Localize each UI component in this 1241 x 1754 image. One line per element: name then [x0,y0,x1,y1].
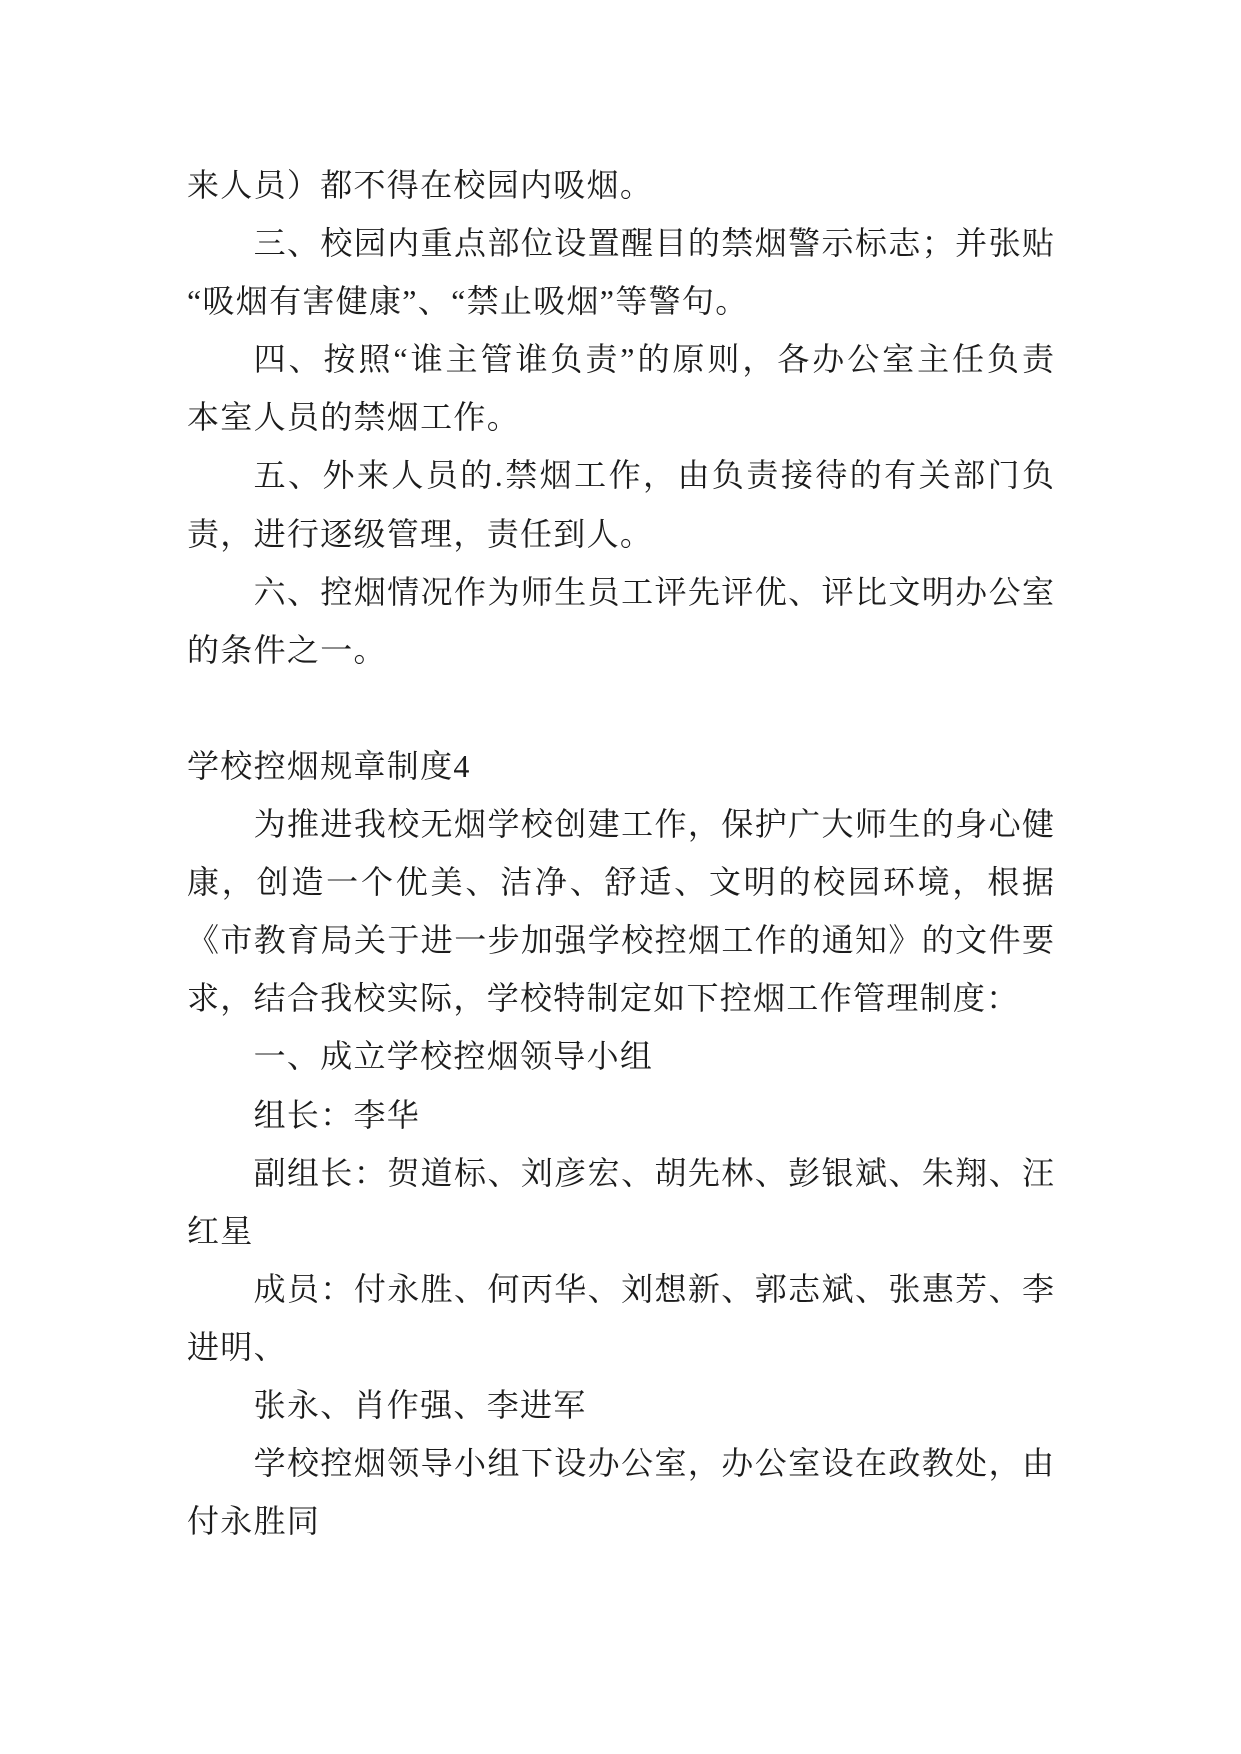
text-line: 五、外来人员的.禁烟工作，由负责接待的有关部门负 [253,457,1054,494]
text-line: 责，进行逐级管理，责任到人。 [187,515,654,552]
text-line: 四、按照“谁主管谁负责”的原则，各办公室主任负责 [253,341,1054,378]
text-line: 六、控烟情况作为师生员工评先评优、评比文明办公室 [253,573,1054,610]
text-line: 成员：付永胜、何丙华、刘想新、郭志斌、张惠芳、李 [253,1270,1054,1307]
text-line: 三、校园内重点部位设置醒目的禁烟警示标志；并张贴 [253,225,1054,262]
text-line: 进明、 [187,1328,287,1365]
text-line: 学校控烟领导小组下设办公室，办公室设在政教处，由 [253,1445,1054,1482]
text-line: 来人员）都不得在校园内吸烟。 [187,167,654,203]
text-line: 的条件之一。 [187,631,387,668]
text-line: “吸烟有害健康”、“禁止吸烟”等警句。 [187,283,749,320]
text-line: 组长：李华 [253,1096,421,1133]
text-line: 红星 [187,1212,254,1249]
paragraph-spacer [187,679,1054,737]
section-title: 学校控烟规章制度4 [187,747,471,784]
text-line: 副组长：贺道标、刘彦宏、胡先林、彭银斌、朱翔、汪 [253,1154,1054,1191]
text-line: 为推进我校无烟学校创建工作，保护广大师生的身心健 [253,806,1054,843]
text-line: 张永、肖作强、李进军 [253,1386,587,1423]
text-line: 本室人员的禁烟工作。 [187,399,521,436]
text-line: 一、成立学校控烟领导小组 [253,1038,654,1075]
text-line: 康，创造一个优美、洁净、舒适、文明的校园环境，根据 [187,864,1054,901]
text-line: 求，结合我校实际，学校特制定如下控烟工作管理制度： [187,980,1020,1017]
text-line: 《市教育局关于进一步加强学校控烟工作的通知》的文件要 [187,922,1054,959]
text-line: 付永胜同 [187,1503,321,1540]
text-column [187,156,1054,1550]
